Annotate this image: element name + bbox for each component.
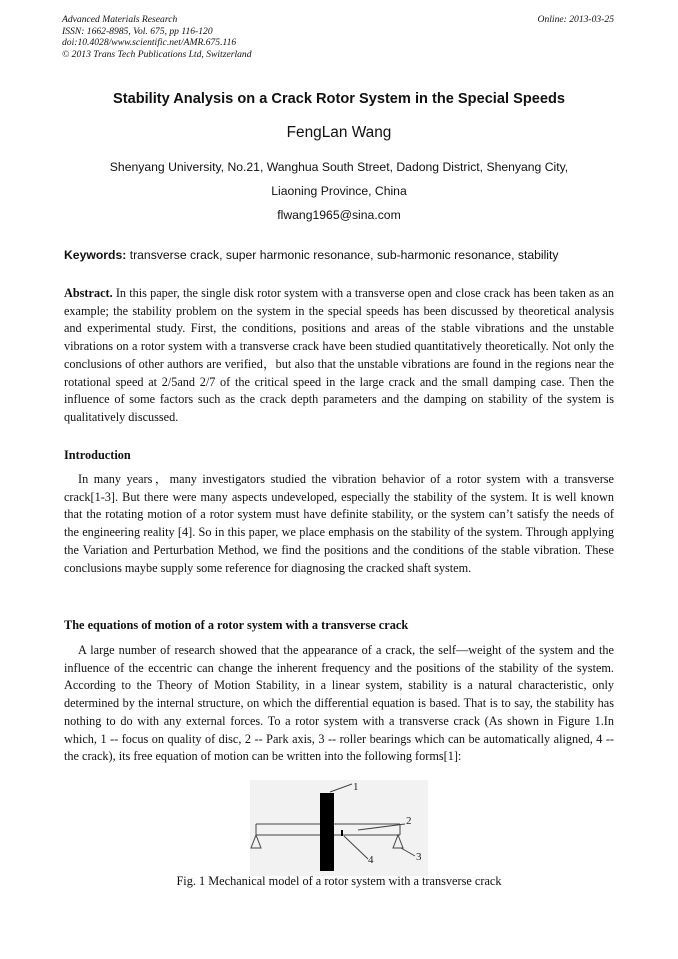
figure-caption: Fig. 1 Mechanical model of a rotor system with a transverse crack bbox=[176, 874, 502, 888]
crack-mark bbox=[341, 830, 343, 836]
keywords-label: Keywords: bbox=[64, 248, 127, 262]
introduction-body bbox=[64, 471, 614, 577]
affiliation-line-1: Shenyang University, No.21, Wanghua South Street, Dadong District, Shenyang City, bbox=[109, 160, 569, 174]
abstract-text: In this paper, the single disk rotor system with a transverse open and close crack has been taken as an example; the stability problem on the system in the special speeds has been discussed by theoretical analysis and experimental study. First, the conditions, positions and areas of the stable vibrations and the unstable vibrations on a rotor system with a transverse crack have been studied quantitatively theoretically. Not only the conclusions of other authors are verified，but also that the unstable vibrations are found in the regions near the rotational speed at 2/5and 2/7 of the critical speed in the large crack and the small damping case. Then the influence of some factors such as the crack depth parameters and the damping on stability of the system is qualitatively discussed. bbox=[64, 286, 614, 424]
figure-label-3: 3 bbox=[416, 851, 422, 863]
abstract bbox=[64, 285, 614, 427]
equations-heading: The equations of motion of a rotor system with a transverse crack bbox=[64, 618, 409, 632]
doi-line: doi:10.4028/www.scientific.net/AMR.675.116 bbox=[62, 37, 237, 48]
issn-line: ISSN: 1662-8985, Vol. 675, pp 116-120 bbox=[62, 25, 213, 37]
paper-title: Stability Analysis on a Crack Rotor System in the Special Speeds bbox=[112, 91, 565, 107]
equations-body bbox=[64, 642, 614, 766]
page-header bbox=[62, 14, 614, 60]
keywords bbox=[64, 248, 624, 262]
rotor-figure bbox=[250, 780, 428, 876]
introduction-text: In many years，many investigators studied the vibration behavior of a rotor system with a transverse crack[1-3]. But there were many aspects undeveloped, especially the stability of the system. It is well known that the rotating motion of a rotor system must have definite stability, or the system can’t satisfy the needs of the engineering reality [4]. So in this paper, we place emphasis on the stability of the system. Through applying the Variation and Perturbation Method, we find the positions and the conditions of the stable vibration. These conclusions maybe supply some reference for diagnosing the cracked shaft system. bbox=[64, 472, 614, 575]
keywords-text: transverse crack, super harmonic resonance, sub-harmonic resonance, stability bbox=[129, 248, 559, 262]
disk bbox=[320, 793, 334, 871]
figure-label-1: 1 bbox=[353, 781, 359, 793]
copyright-line: © 2013 Trans Tech Publications Ltd, Switzerland bbox=[62, 48, 252, 60]
figure-label-4: 4 bbox=[368, 854, 374, 866]
figure-background bbox=[250, 780, 428, 876]
author-name: FengLan Wang bbox=[286, 124, 392, 141]
equations-text: A large number of research showed that the appearance of a crack, the self—weight of the system and the influence of the eccentric can change the inherent frequency and the positions of the stability of the system. According to the Theory of Motion Stability, in a linear system, stability is a natural characteristic, only determined by the internal structure, on which the differential equation is based. That is to say, the stability has nothing to do with any external forces. To a rotor system with a transverse crack (As shown in Figure 1.In which, 1 -- focus on quality of disc, 2 -- Park axis, 3 -- roller bearings which can be automatically aligned, 4 -- the crack), its free equation of motion can be written into the following forms[1]: bbox=[64, 643, 614, 764]
figure-label-2: 2 bbox=[406, 815, 412, 827]
author-email: flwang1965@sina.com bbox=[277, 208, 401, 222]
journal-name: Advanced Materials Research bbox=[62, 14, 178, 25]
online-date: Online: 2013-03-25 bbox=[537, 14, 614, 25]
introduction-heading: Introduction bbox=[64, 448, 131, 462]
affiliation-line-2: Liaoning Province, China bbox=[271, 184, 407, 198]
abstract-label: Abstract. bbox=[64, 286, 113, 300]
